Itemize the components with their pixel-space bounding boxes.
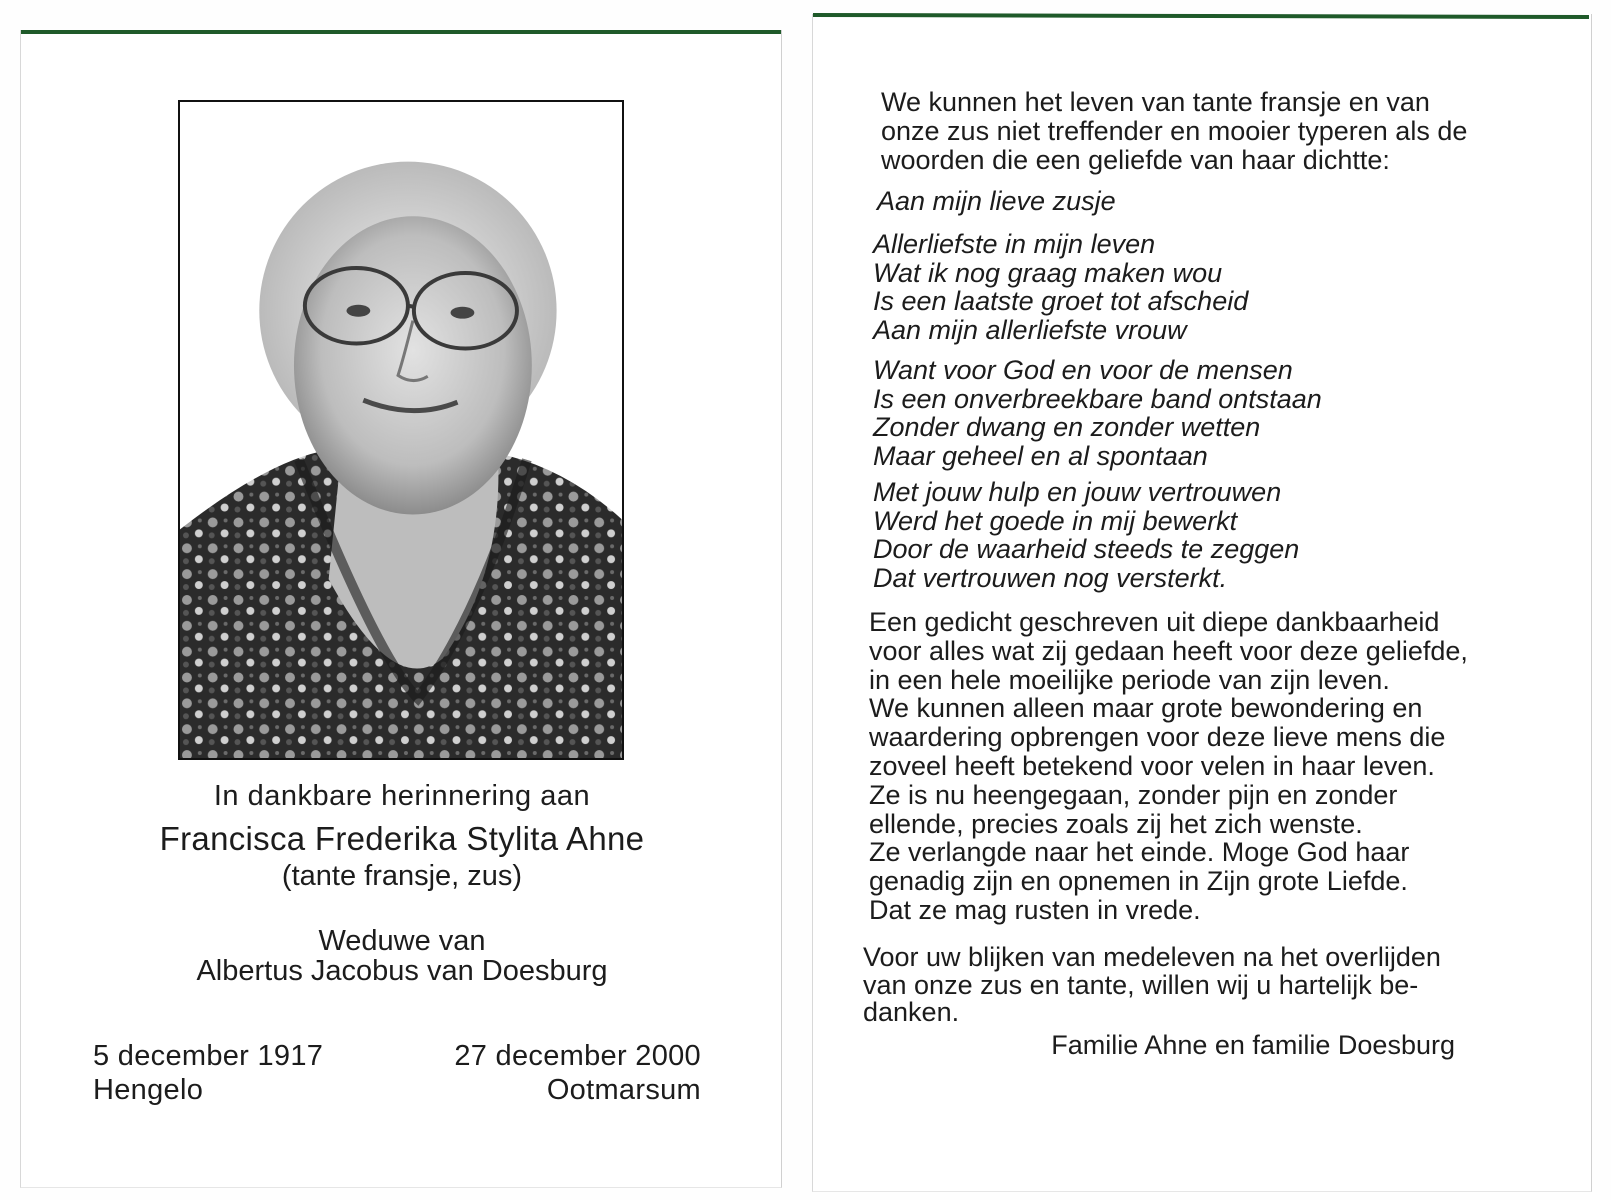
closing-line: Dat ze mag rusten in vrede.	[869, 894, 1201, 925]
portrait-illustration	[180, 102, 622, 758]
poem-stanza-1	[873, 230, 1533, 344]
poem-line: Dat vertrouwen nog versterkt.	[873, 562, 1228, 593]
thanks-line: van onze zus en tante, willen wij u hartelijk be-	[863, 969, 1419, 1000]
poem-stanza-2	[873, 356, 1533, 470]
death-place: Ootmarsum	[546, 1074, 701, 1106]
thanks-line: Voor uw blijken van medeleven na het overlijden	[863, 942, 1441, 972]
poem-line: Maar geheel en al spontaan	[873, 440, 1208, 471]
poem-line: Zonder dwang en zonder wetten	[873, 412, 1261, 442]
closing-line: in een hele moeilijke periode van zijn leven.	[869, 664, 1390, 695]
poem-stanza-3	[873, 478, 1533, 592]
death-date: 27 december 2000	[454, 1040, 701, 1072]
closing-line: genadig zijn en opnemen in Zijn grote Liefde.	[869, 866, 1408, 897]
nickname: (tante fransje, zus)	[281, 860, 523, 892]
poem-line: Door de waarheid steeds te zeggen	[873, 534, 1300, 564]
poem-line: Want voor God en voor de mensen	[873, 355, 1293, 385]
closing-line: zoveel heeft betekend voor velen in haar leven.	[869, 750, 1435, 781]
husband-name: Albertus Jacobus van Doesburg	[196, 955, 608, 987]
birth-date: 5 december 1917	[93, 1040, 324, 1072]
closing-line: Een gedicht geschreven uit diepe dankbaarheid	[869, 607, 1440, 637]
closing-line: Ze is nu heengegaan, zonder pijn en zonder	[869, 779, 1398, 810]
intro-line: We kunnen het leven van tante fransje en van	[881, 87, 1430, 117]
closing-line: We kunnen alleen maar grote bewondering en	[869, 693, 1423, 724]
thanks-paragraph	[863, 944, 1523, 1027]
green-edge-left	[21, 30, 781, 34]
intro-line: onze zus niet treffender en mooier typeren als de	[881, 116, 1468, 146]
birth-place: Hengelo	[93, 1074, 204, 1106]
intro-line: woorden die een geliefde van haar dichtte:	[881, 145, 1390, 175]
green-edge-right	[813, 13, 1589, 19]
closing-line: voor alles wat zij gedaan heeft voor deze geliefde,	[869, 635, 1468, 666]
widow-label: Weduwe van	[318, 925, 486, 957]
left-card	[20, 30, 782, 1188]
portrait-photo	[178, 100, 624, 760]
closing-line: ellende, precies zoals zij het zich wenste.	[869, 808, 1363, 839]
closing-line: Ze verlangde naar het einde. Moge God haar	[869, 837, 1410, 868]
poem-line: Allerliefste in mijn leven	[873, 229, 1156, 259]
right-card	[812, 14, 1592, 1192]
closing-line: waardering opbrengen voor deze lieve mens die	[869, 722, 1446, 753]
poem-line: Aan mijn allerliefste vrouw	[873, 314, 1187, 345]
poem-line: Is een laatste groet tot afscheid	[873, 286, 1249, 316]
family-signature: Familie Ahne en familie Doesburg	[1051, 1030, 1455, 1060]
poem-line: Werd het goede in mij bewerkt	[873, 505, 1238, 536]
deceased-name: Francisca Frederika Stylita Ahne	[159, 820, 645, 857]
poem-line: Is een onverbreekbare band ontstaan	[873, 383, 1322, 414]
thanks-line: danken.	[863, 997, 960, 1027]
poem-line: Met jouw hulp en jouw vertrouwen	[873, 477, 1282, 507]
closing-paragraph	[869, 608, 1529, 925]
intro-text: In dankbare herinnering aan	[213, 780, 591, 812]
poem-line: Wat ik nog graag maken wou	[873, 257, 1223, 288]
poem-title: Aan mijn lieve zusje	[877, 186, 1116, 216]
intro-paragraph	[881, 88, 1521, 175]
